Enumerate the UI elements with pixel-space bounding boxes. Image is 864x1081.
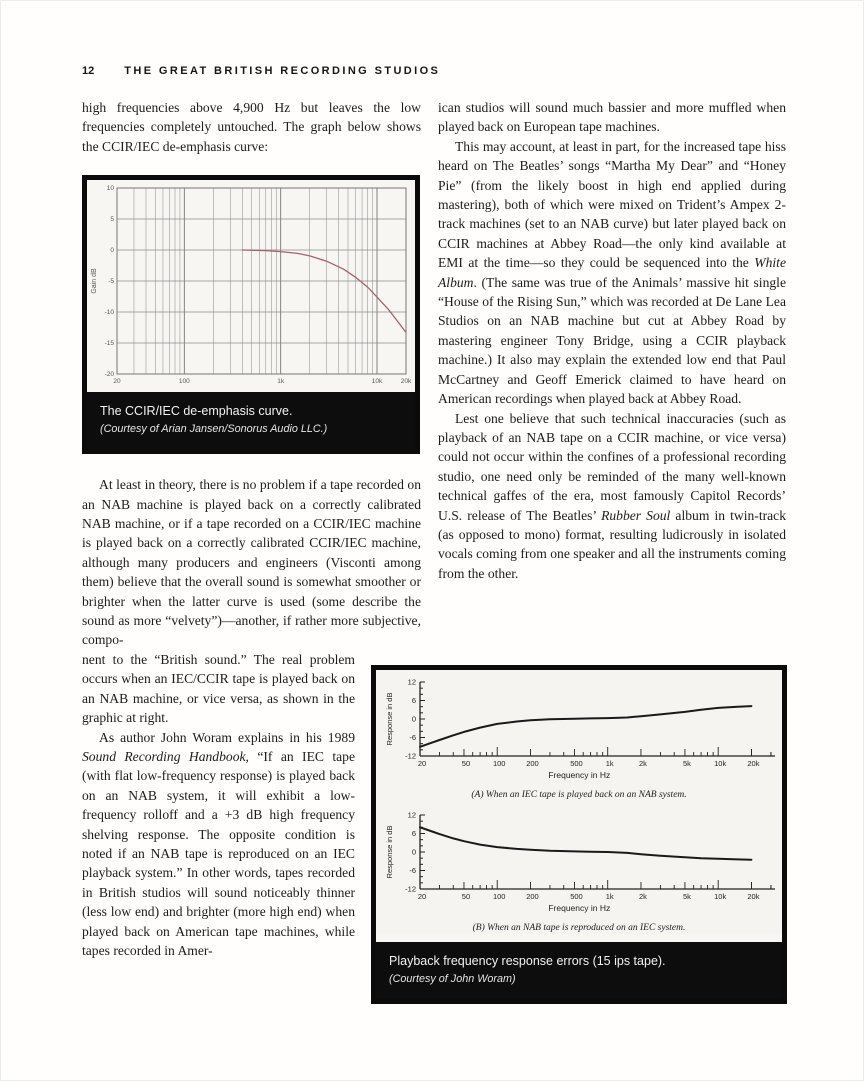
svg-text:12: 12 xyxy=(407,810,416,820)
svg-text:0: 0 xyxy=(411,714,416,724)
text-run: Sound Recording Handbook xyxy=(82,748,246,764)
svg-text:2k: 2k xyxy=(639,759,647,768)
figure1-caption: The CCIR/IEC de-emphasis curve. xyxy=(100,404,293,419)
svg-text:Gain dB: Gain dB xyxy=(91,268,98,294)
text-run: This may account, at least in part, for the increased tape hiss heard on The Beatles’ songs “Martha My Dear” and “Honey Pie” (from the likely boost in high end applied during mastering), both of which were mixed on Trident’s Ampex 2-track machines (set to an NAB curve) but later played back on CCIR machines at Abbey Road—the only kind available at EMI at the time—so they could be sequenced into the xyxy=(438,138,786,271)
svg-text:-15: -15 xyxy=(104,340,114,348)
svg-text:100: 100 xyxy=(492,759,506,768)
svg-text:20k: 20k xyxy=(747,892,760,901)
svg-text:5k: 5k xyxy=(682,892,691,901)
text-run: , “If an IEC tape (with flat low-frequency response) is played back on an NAB system, it will exhibit a low-frequency rolloff and a +3 dB high frequency shelving response. The opposite condition is noted if an NAB tape is reproduced on an IEC playback system.” In other words, tapes recorded in British studios will sound noticeably thinner (less low end) and brighter (more high end) when played back on American tape machines, while tapes recorded in Amer- xyxy=(82,748,355,958)
svg-text:20k: 20k xyxy=(400,378,412,386)
svg-text:5k: 5k xyxy=(682,759,691,768)
text-run: As author John Woram explains in his 1989 xyxy=(99,729,355,745)
figure2-subcaption-a: (A) When an IEC tape is played back on an NAB system. xyxy=(471,790,687,800)
svg-text:10k: 10k xyxy=(371,378,383,386)
svg-text:6: 6 xyxy=(411,829,416,838)
iec-on-nab-chart xyxy=(380,676,778,788)
text-run: Rubber Soul xyxy=(601,507,671,523)
svg-text:5: 5 xyxy=(110,216,114,224)
svg-text:1k: 1k xyxy=(605,892,614,901)
svg-text:0: 0 xyxy=(411,847,416,857)
paragraph-theory: At least in theory, there is no problem if a tape recorded on an NAB machine is played back on a correctly calibrated NAB machine, or if a tape recorded on a CCIR/IEC machine is played back on a correctly calibrated CCIR/IEC machine, although many producers and engineers (Visconti among them) believe that the overall sound is somewhat smoother or brighter when the latter curve is used (some describe the sound as more “velvety”)—another, if rather more subjective, compo- xyxy=(82,477,421,648)
svg-text:20: 20 xyxy=(113,378,121,386)
svg-text:500: 500 xyxy=(570,759,583,768)
svg-text:1k: 1k xyxy=(605,759,614,768)
paragraph-gaffes xyxy=(438,409,786,584)
svg-text:1k: 1k xyxy=(277,378,285,386)
svg-text:12: 12 xyxy=(407,677,416,687)
paragraph-theory-continued: nent to the “British sound.” The real problem occurs when an IEC/CCIR tape is played back on an NAB machine, or vice versa, as shown in the graphic at right. xyxy=(82,651,355,726)
text-run: album in twin-track (as opposed to mono) format, resulting ludicrously in isolated vocals coming from one speaker and all the instruments coming from the other. xyxy=(438,507,787,581)
svg-text:50: 50 xyxy=(461,892,471,901)
text-run: . (The same was true of the Animals’ massive hit single “House of the Rising Sun,” which was recorded at De Lane Lea Studios on an NAB machine but cut at Abbey Road by mastering engineer Tony Bridge, using a CCIR playback machine.) It also may explain the extended low end that Paul McCartney and Geoff Emerick claimed to have heard on American recordings when played back at Abbey Road. xyxy=(438,274,786,407)
nab-on-iec-chart xyxy=(380,809,778,921)
paragraph-beatles xyxy=(438,137,786,409)
figure1-caption-bar xyxy=(87,392,415,449)
figure1-credit: (Courtesy of Arian Jansen/Sonorus Audio LLC.) xyxy=(100,423,328,436)
figure-playback-errors xyxy=(371,665,787,1004)
svg-text:20: 20 xyxy=(417,892,427,901)
text-run: White Album xyxy=(438,255,786,290)
figure2-subcaption-b: (B) When an NAB tape is reproduced on an IEC system. xyxy=(472,923,686,933)
paragraph-continuation: ican studios will sound much bassier and more muffled when played back on European tape machines. xyxy=(438,100,786,135)
figure2-caption: Playback frequency response errors (15 ips tape). xyxy=(389,954,666,968)
svg-text:-5: -5 xyxy=(108,278,114,286)
figure2-caption-bar xyxy=(376,942,782,999)
running-title: THE GREAT BRITISH RECORDING STUDIOS xyxy=(124,65,441,77)
svg-text:200: 200 xyxy=(526,892,539,901)
svg-text:50: 50 xyxy=(461,759,471,768)
svg-text:200: 200 xyxy=(526,759,539,768)
page-header xyxy=(82,65,440,77)
svg-text:500: 500 xyxy=(570,892,583,901)
svg-text:Response in dB: Response in dB xyxy=(385,692,394,746)
svg-text:20: 20 xyxy=(417,759,427,768)
svg-text:-20: -20 xyxy=(104,371,114,379)
text-run: Lest one believe that such technical inaccuracies (such as playback of an NAB tape on a CCIR machine, or vice versa) could not occur within the confines of a professional recording studio, one need only be reminded of the many well-known technical gaffes of the era, most famously Capitol Records’ U.S. release of The Beatles’ xyxy=(438,410,786,523)
svg-text:10k: 10k xyxy=(714,759,727,768)
svg-text:Response in dB: Response in dB xyxy=(385,825,394,879)
svg-text:Frequency in Hz: Frequency in Hz xyxy=(548,770,611,780)
svg-text:-6: -6 xyxy=(409,733,416,742)
svg-text:-10: -10 xyxy=(104,309,114,317)
svg-text:100: 100 xyxy=(492,892,506,901)
figure2-plots xyxy=(376,670,782,934)
figure2-credit: (Courtesy of John Woram) xyxy=(389,973,516,985)
deemphasis-chart xyxy=(87,180,415,392)
svg-text:Frequency in Hz: Frequency in Hz xyxy=(548,903,611,913)
paragraph-woram-quote xyxy=(82,728,355,961)
paragraph-intro: high frequencies above 4,900 Hz but leaves the low frequencies completely untouched. The graph below shows the CCIR/IEC de-emphasis curve: xyxy=(82,100,421,154)
svg-text:2k: 2k xyxy=(639,892,647,901)
svg-text:-6: -6 xyxy=(409,866,416,875)
figure-deemphasis-curve xyxy=(82,175,420,454)
svg-text:20k: 20k xyxy=(747,759,760,768)
svg-text:10k: 10k xyxy=(714,892,727,901)
right-column xyxy=(438,98,786,583)
svg-text:0: 0 xyxy=(110,247,114,255)
svg-text:-12: -12 xyxy=(405,751,416,761)
svg-text:100: 100 xyxy=(178,378,190,386)
svg-text:6: 6 xyxy=(411,696,416,705)
svg-text:10: 10 xyxy=(106,185,114,193)
page-number: 12 xyxy=(82,65,95,77)
svg-text:-12: -12 xyxy=(405,884,416,894)
